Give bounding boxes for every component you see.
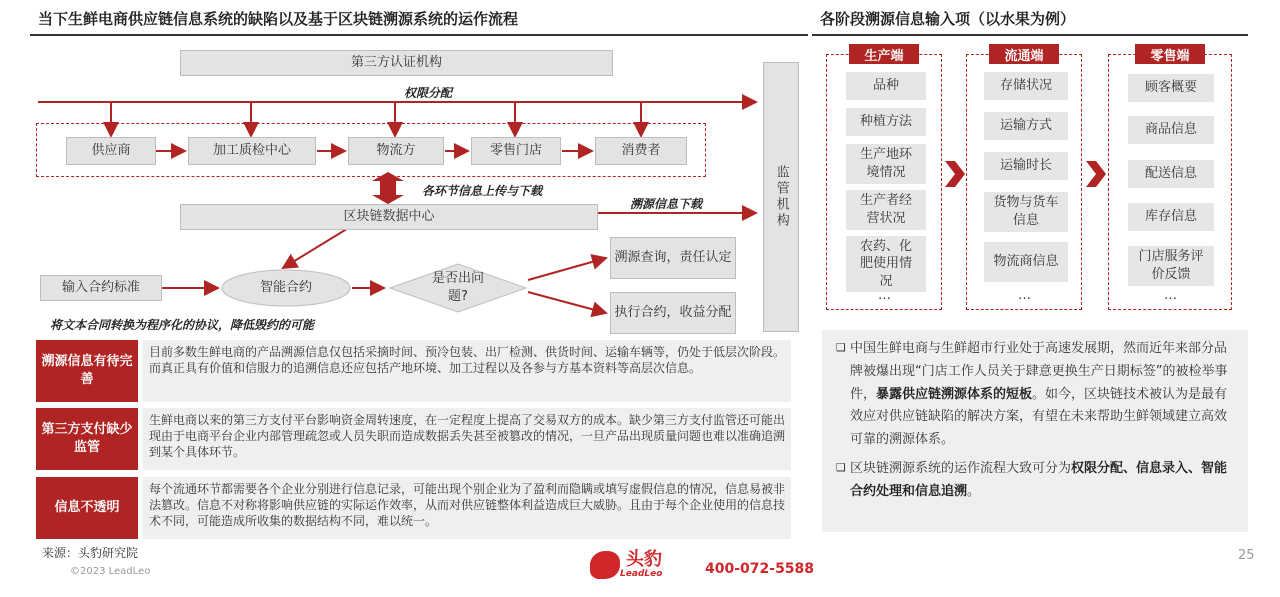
permission-label: 权限分配 [404, 86, 453, 100]
stage-ellipsis: … [878, 288, 891, 303]
copyright: ©2023 LeadLeo [70, 566, 151, 577]
summary-bullets [822, 330, 1248, 532]
stage-item: 种植方法 [846, 108, 926, 136]
stage-item: 商品信息 [1128, 116, 1214, 144]
chevron-right-icon [1086, 161, 1108, 187]
stage-item: 物流商信息 [984, 242, 1068, 282]
chain-node-consumer: 消费者 [595, 137, 687, 165]
stage-ellipsis: … [1164, 288, 1177, 303]
left-title: 当下生鲜电商供应链信息系统的缺陷以及基于区块链溯源系统的运作流程 [38, 10, 519, 28]
issue-text-payment: 生鲜电商以来的第三方支付平台影响资金周转速度，在一定程度上提高了交易双方的成本。缺少第三方支付监管还可能出现由于电商平台企业内部管理疏忽或人员失职而造成数据丢失甚至被篡改的情况，一旦产品出现质量问题也难以准确追溯到某个具体环节。 [143, 408, 791, 470]
contract-input-box: 输入合约标准 [40, 275, 162, 301]
third-party-cert-box: 第三方认证机构 [180, 50, 613, 76]
stage-title-retail: 零售端 [1135, 44, 1205, 64]
stage-title-circulation: 流通端 [989, 44, 1059, 64]
issue-label-opacity: 信息不透明 [36, 477, 138, 539]
brand-name: 头豹 [626, 549, 662, 570]
stage-item: 配送信息 [1128, 160, 1214, 188]
right-title: 各阶段溯源信息输入项（以水果为例） [820, 10, 1076, 28]
supervisor-box: 监管机构 [763, 62, 799, 332]
issue-text-opacity: 每个流通环节都需要各个企业分别进行信息记录，可能出现个别企业为了盈利而隐瞒或填写虚假信息的情况，信息易被非法篡改。信息不对称将影响供应链的实际运作效率，从而对供应链整体利益造成巨大威胁。且由于每个企业使用的信息技术不同，可能造成所收集的数据结构不同，难以统一。 [143, 477, 791, 539]
chain-node-logistics: 物流方 [348, 137, 444, 165]
issue-label-trace: 溯源信息有待完善 [36, 340, 138, 402]
smart-contract-node: 智能合约 [259, 280, 312, 296]
brand-sub: LeadLeo [620, 569, 663, 579]
stage-ellipsis: … [1018, 288, 1031, 303]
outcome-trace-liability: 溯源查询，责任认定 [610, 237, 736, 279]
stage-item: 货物与货车信息 [984, 192, 1068, 232]
chain-node-processing: 加工质检中心 [188, 137, 316, 165]
phone-number: 400-072-5588 [705, 561, 815, 577]
decision-node: 是否出问题? [431, 271, 484, 304]
source-note: 来源：头豹研究院 [42, 546, 139, 560]
chevron-right-icon [945, 161, 967, 187]
stage-item: 存储状况 [984, 72, 1068, 100]
upload-download-label: 各环节信息上传与下载 [422, 184, 543, 198]
stage-item: 生产者经营状况 [846, 190, 926, 230]
checkbox-bullet-icon: ❑ [836, 460, 846, 474]
contract-note: 将文本合同转换为程序化的协议，降低毁约的可能 [50, 318, 315, 332]
chain-node-supplier: 供应商 [66, 137, 156, 165]
brand-logo [590, 551, 662, 579]
bullet-item: ❑ 区块链溯源系统的运作流程大致可分为权限分配、信息录入、智能合约处理和信息追溯。 [836, 458, 1238, 504]
page-number: 25 [1238, 548, 1255, 563]
trace-download-label: 溯源信息下载 [630, 197, 703, 211]
stage-item: 农药、化肥使用情况 [846, 236, 926, 292]
stage-item: 品种 [846, 72, 926, 100]
checkbox-bullet-icon: ❑ [836, 341, 846, 354]
issue-text-trace: 目前多数生鲜电商的产品溯源信息仅包括采摘时间、预冷包装、出厂检测、供货时间、运输车辆等，仍处于低层次阶段。而真正具有价值和信服力的追溯信息还应包括产地环境、加工过程以及各参与方基本资料等高层次信息。 [143, 340, 791, 402]
stage-item: 运输时长 [984, 152, 1068, 180]
outcome-execute-contract: 执行合约，收益分配 [610, 292, 736, 334]
stage-item: 顾客概要 [1128, 74, 1214, 102]
blockchain-data-center: 区块链数据中心 [180, 204, 598, 230]
stage-item: 库存信息 [1128, 203, 1214, 231]
stage-item: 生产地环境情况 [846, 144, 926, 184]
leopard-logo-icon [590, 551, 620, 579]
stage-item: 运输方式 [984, 112, 1068, 140]
bullet-item: ❑ 中国生鲜电商与生鲜超市行业处于高速发展期，然而近年来部分品牌被爆出现“门店工作人员关于肆意更换生产日期标签”的被检举事件，暴露供应链溯源体系的短板。如今，区块链技术被认为是最有效应对供应链缺陷的解决方案，有望在未来帮助生鲜领域建立高效可靠的溯源体系。 [836, 338, 1238, 452]
chain-node-retail: 零售门店 [471, 137, 561, 165]
issue-label-payment: 第三方支付缺少监管 [36, 408, 138, 470]
stage-item: 门店服务评价反馈 [1128, 246, 1214, 286]
stage-title-production: 生产端 [849, 44, 919, 64]
